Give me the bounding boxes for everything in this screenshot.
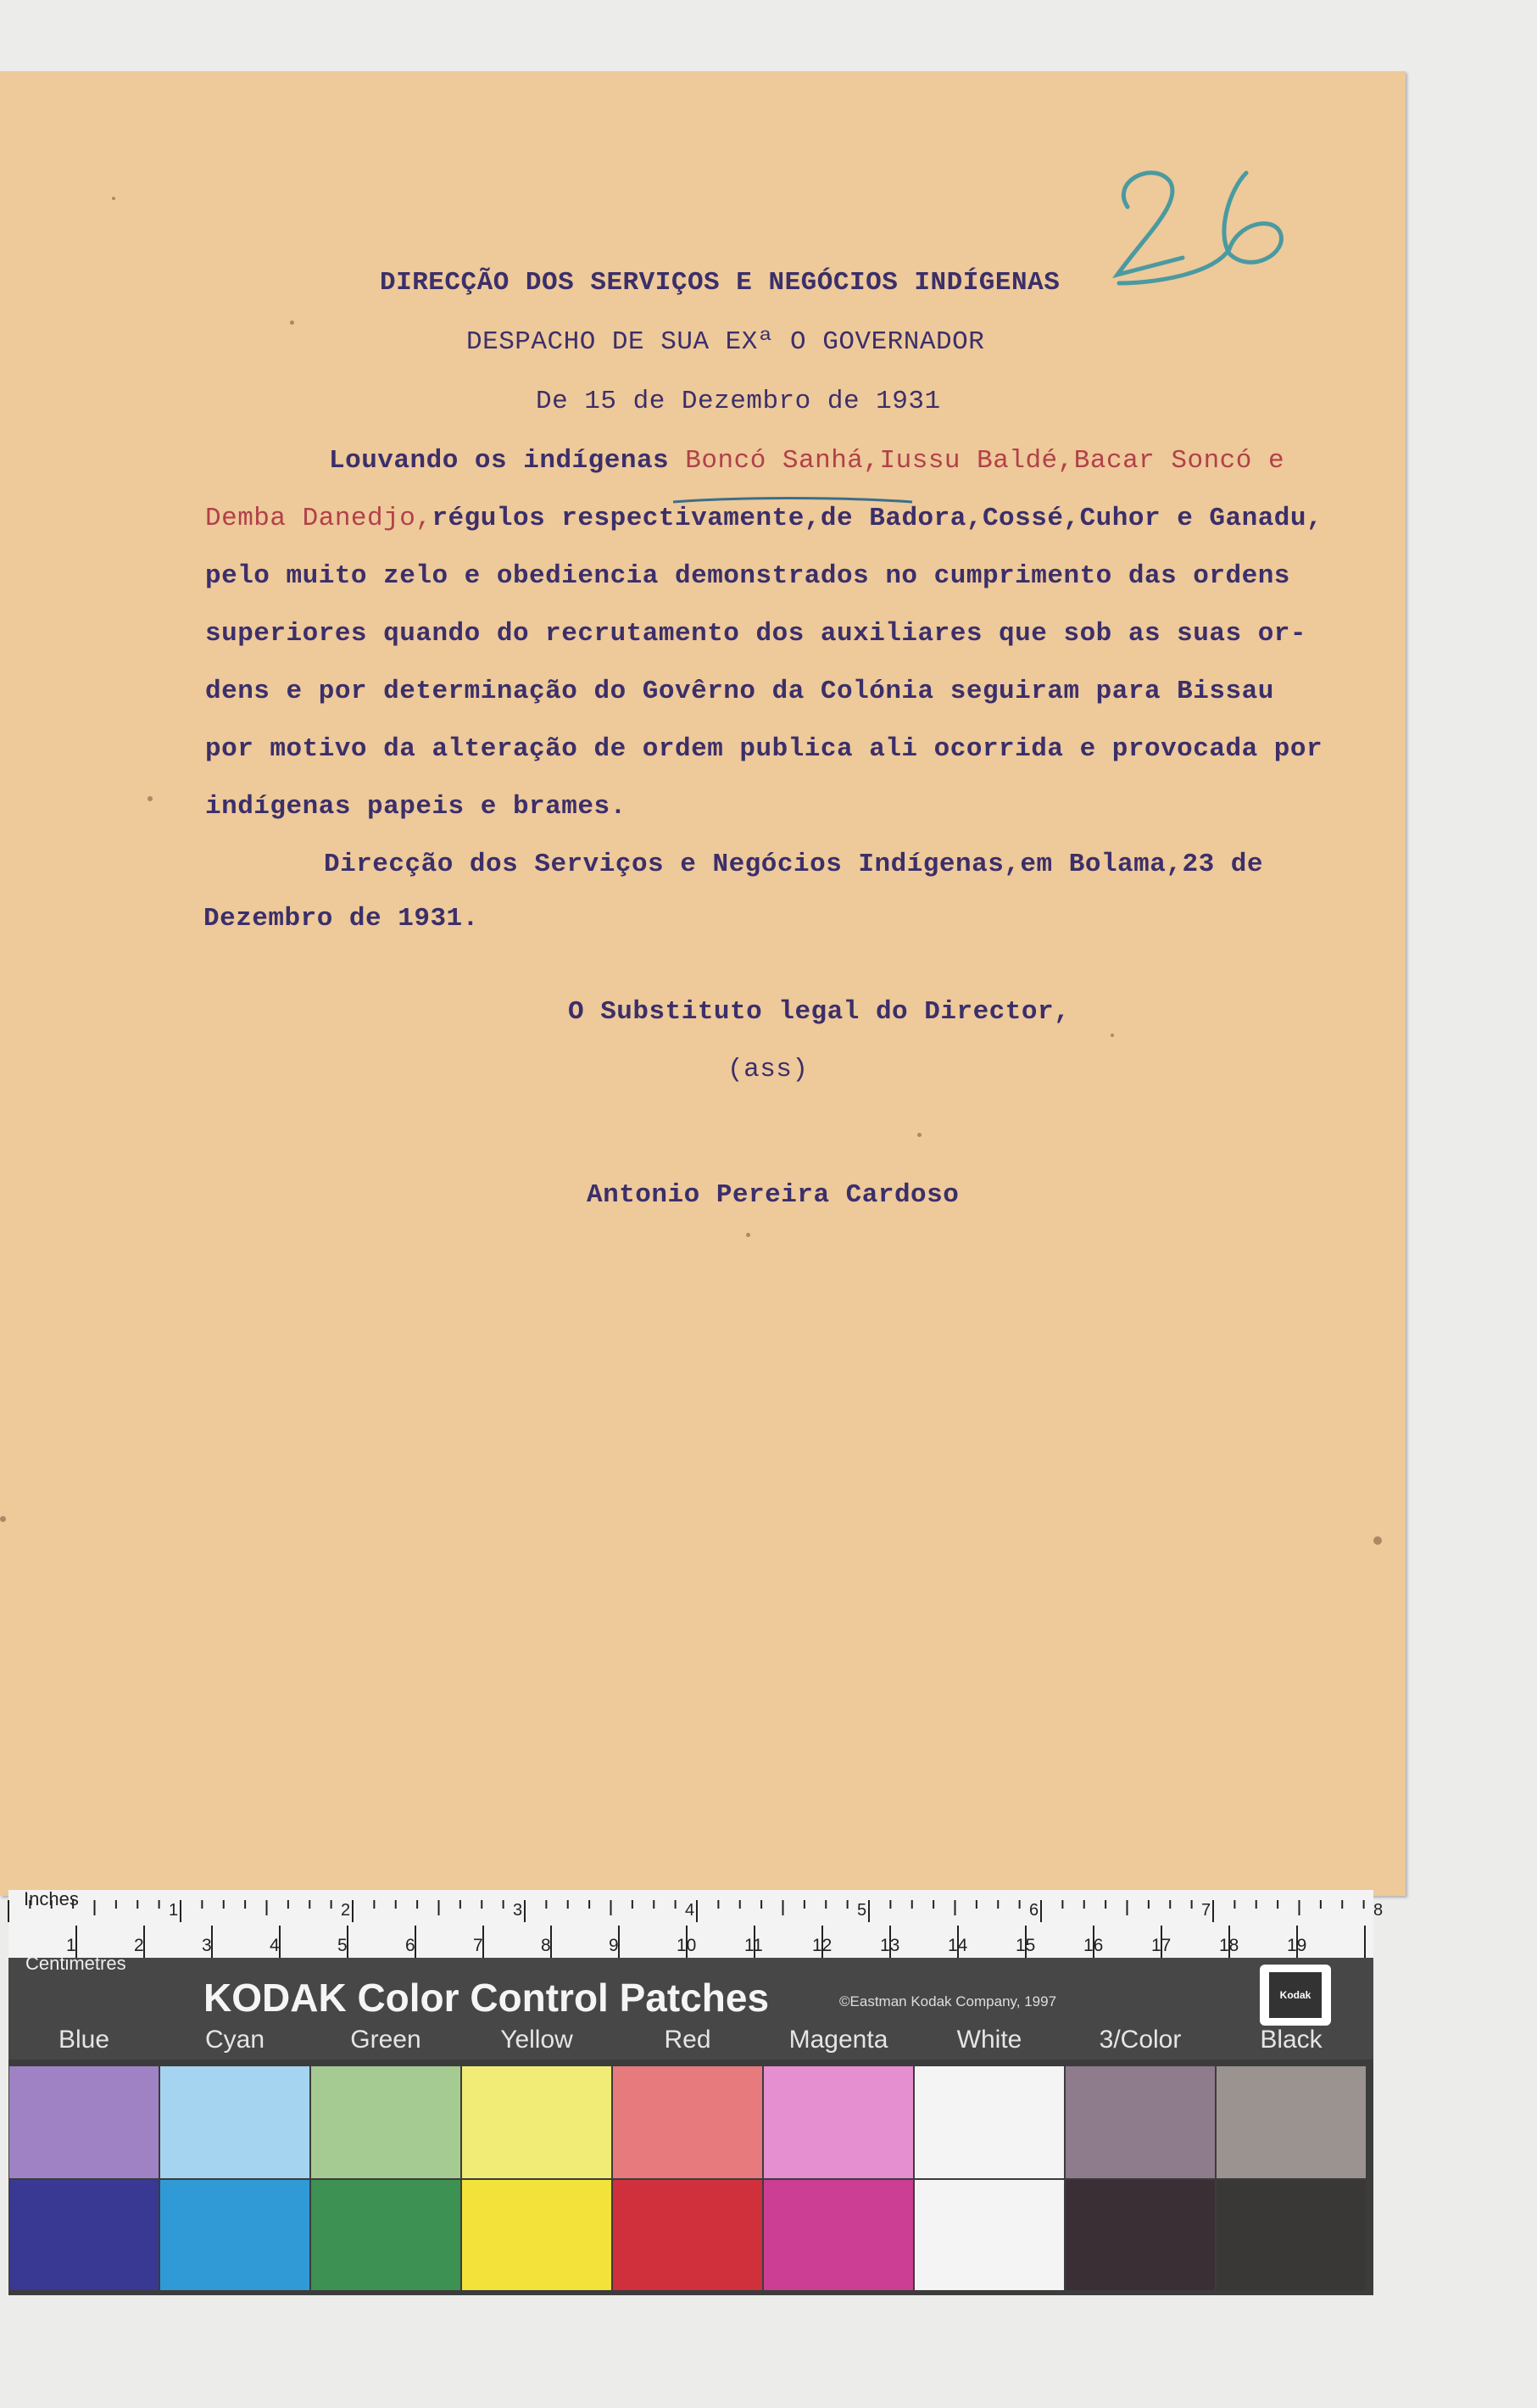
heading-despatch: DESPACHO DE SUA EXª O GOVERNADOR [466,327,985,357]
ruler-inch-number: 6 [1029,1901,1039,1920]
kodak-brand-title: KODAK Color Control Patches [203,1976,770,2020]
patch-label-red: Red [664,2026,711,2054]
ruler-inch-number: 1 [169,1901,179,1920]
ruler-cm-number: 13 [880,1936,900,1955]
ruler-inch-number: 4 [685,1901,695,1920]
ruler-inch-number: 3 [513,1901,523,1920]
patch-light-magenta [764,2066,913,2178]
ruler-cm-number: 8 [541,1936,551,1955]
paragraph1-line5: dens e por determinação do Govêrno da Colónia seguiram para Bissau [205,677,1274,706]
ruler-cm-number: 6 [405,1936,415,1955]
patch-light-red [613,2066,762,2178]
signature-ass: (ass) [727,1055,809,1084]
patch-dark-black [1217,2180,1366,2290]
text-segment-red: Demba Danedjo, [205,504,432,533]
paragraph1-line7: indígenas papeis e brames. [205,792,626,822]
patch-light-yellow [462,2066,611,2178]
paragraph1-line2 [205,504,1323,533]
text-segment: régulos respectivamente,de Badora,Cossé,Cuhor e Ganadu, [432,504,1323,533]
ruler-inch-number: 8 [1373,1901,1384,1920]
text-segment: Louvando os indígenas [329,446,686,476]
ruler-cm-number: 11 [744,1936,763,1955]
patch-labels [8,2026,1373,2060]
patch-label-magenta: Magenta [788,2026,888,2054]
ruler-ticks [8,1890,1384,1958]
patch-dark-yellow [462,2180,611,2290]
patch-dark-cyan [160,2180,309,2290]
paragraph2-line2: Dezembro de 1931. [203,904,479,934]
ruler-cm-number: 2 [134,1936,144,1955]
patch-dark-green [311,2180,460,2290]
handwritten-folio-number [1102,156,1323,292]
ruler-cm-number: 10 [677,1936,697,1955]
ruler-cm-number: 4 [270,1936,280,1955]
patch-dark-magenta [764,2180,913,2290]
paragraph1-line6: por motivo da alteração de ordem publica ali ocorrida e provocada por [205,734,1323,764]
patch-light-blue [9,2066,159,2178]
kodak-logo-text: Kodak [1269,1972,1322,2018]
ruler-cm-number: 17 [1151,1936,1172,1955]
heading-directorate: DIRECÇÃO DOS SERVIÇOS E NEGÓCIOS INDÍGENAS [380,268,1061,298]
ruler-inch-number: 2 [341,1901,351,1920]
patch-dark-blue [9,2180,159,2290]
ruler-cm-number: 16 [1083,1936,1104,1955]
patch-light-black [1217,2066,1366,2178]
text-segment-red: Boncó Sanhá,Iussu Baldé,Bacar Soncó e [685,446,1285,476]
ruler-inches-label: Inches [24,1888,79,1909]
ruler-cm-number: 14 [948,1936,968,1955]
patch-light-white [915,2066,1064,2178]
patch-dark-3color [1066,2180,1215,2290]
ruler-cm-number: 19 [1287,1936,1307,1955]
document-page [0,71,1406,1896]
paragraph2-line1: Direcção dos Serviços e Negócios Indígenas,em Bolama,23 de [324,850,1263,879]
kodak-copyright: ©Eastman Kodak Company, 1997 [839,1993,1057,2009]
ruler-cm-number: 12 [812,1936,833,1955]
measuring-ruler [8,1888,1384,1959]
paragraph1-line1 [329,446,1284,476]
paragraph1-line3: pelo muito zelo e obediencia demonstrados no cumprimento das ordens [205,561,1290,591]
patch-light-green [311,2066,460,2178]
signature-title: O Substituto legal do Director, [568,997,1071,1027]
heading-date: De 15 de Dezembro de 1931 [536,387,941,416]
ruler-cm-label: Centimetres [25,1953,126,1974]
patch-dark-white [915,2180,1064,2290]
ruler-inch-number: 7 [1201,1901,1211,1920]
ruler-cm-number: 9 [609,1936,619,1955]
ruler-inch-number: 5 [857,1901,867,1920]
signature-name: Antonio Pereira Cardoso [587,1180,960,1210]
ruler-cm-number: 15 [1016,1936,1036,1955]
patch-label-white: White [956,2026,1022,2054]
patch-label-green: Green [350,2026,421,2054]
patch-light-cyan [160,2066,309,2178]
patch-dark-red [613,2180,762,2290]
patch-light-3color [1066,2066,1215,2178]
kodak-color-target [8,1888,1384,2295]
ruler-cm-number: 3 [202,1936,212,1955]
ruler-cm-number: 5 [337,1936,348,1955]
patch-label-3color: 3/Color [1099,2026,1182,2054]
patch-label-yellow: Yellow [500,2026,573,2054]
ruler-cm-number: 18 [1219,1936,1239,1955]
patch-label-blue: Blue [58,2026,110,2054]
paragraph1-line4: superiores quando do recrutamento dos auxiliares que sob as suas or- [205,619,1307,649]
patch-label-cyan: Cyan [204,2026,265,2054]
ruler-cm-number: 7 [473,1936,483,1955]
kodak-logo [1260,1965,1331,2026]
ruler-cm-number: 1 [66,1936,76,1955]
patch-label-black: Black [1260,2026,1323,2054]
